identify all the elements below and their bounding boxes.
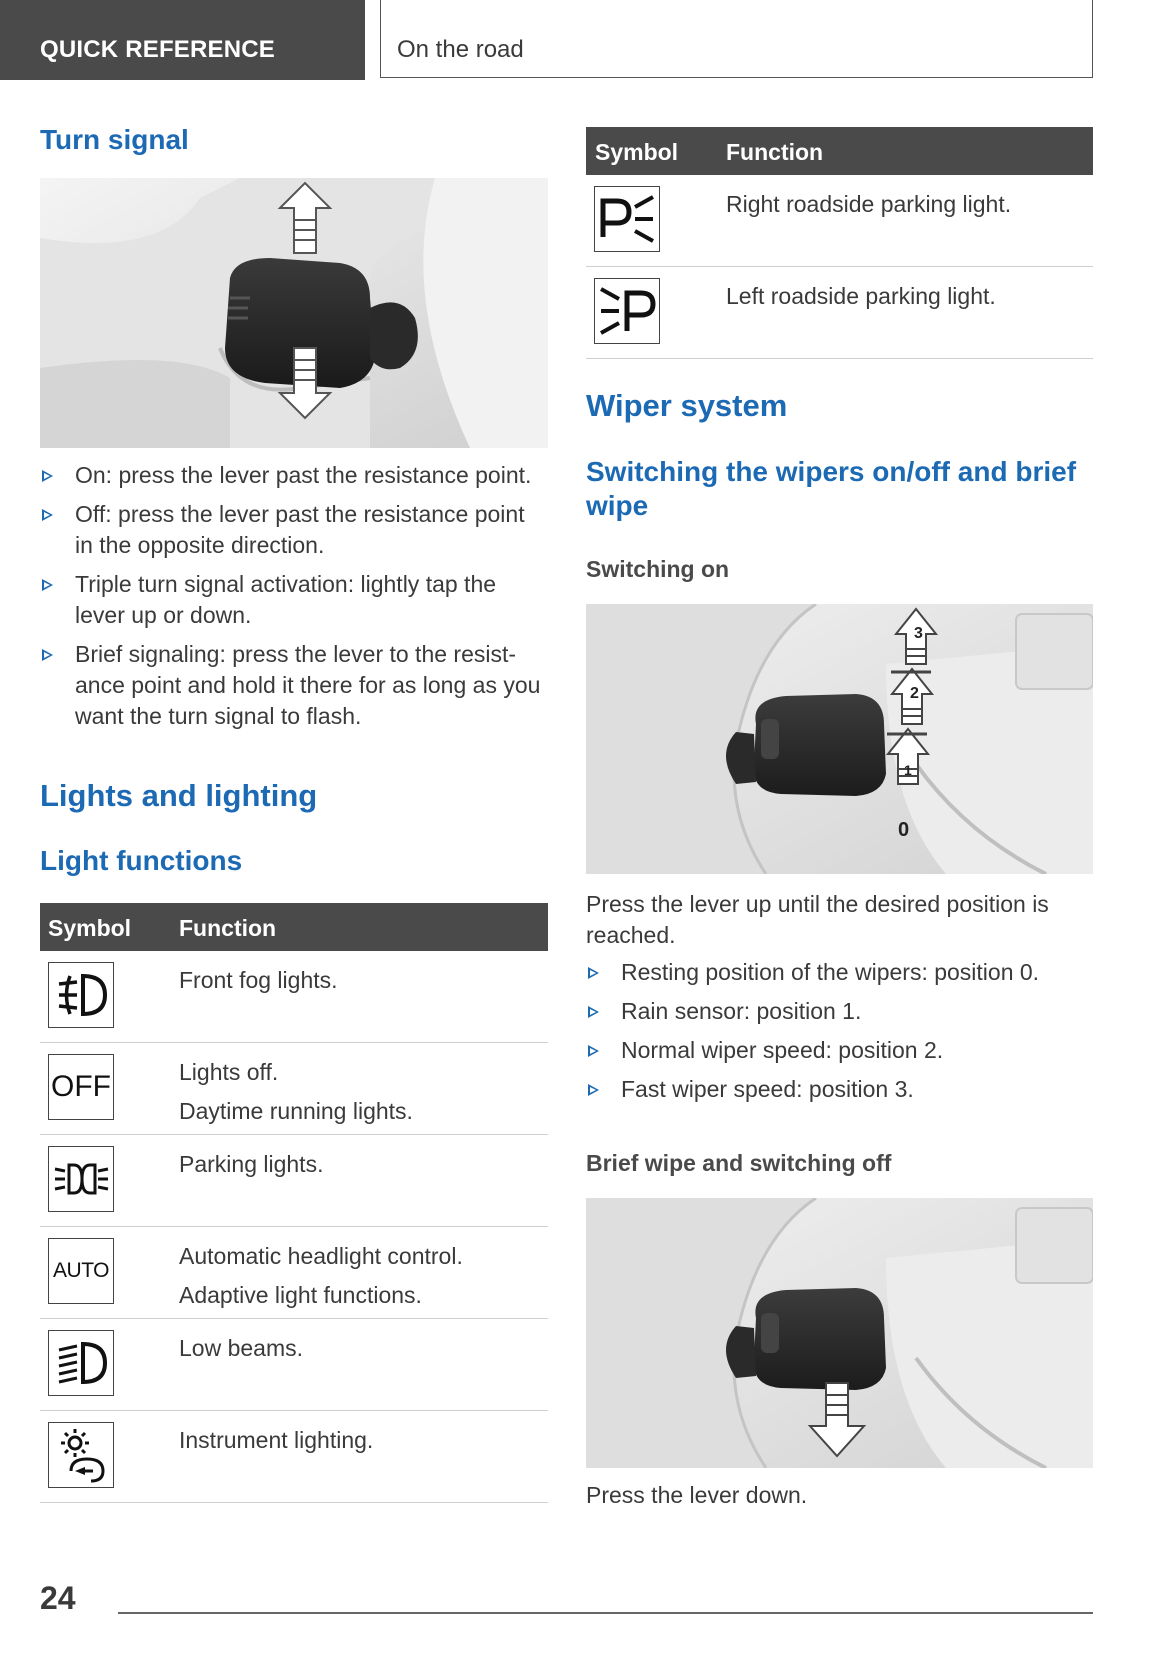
bullet-triangle-icon xyxy=(42,470,53,482)
footer-rule xyxy=(118,1612,1093,1614)
list-item: Normal wiper speed: position 2. xyxy=(586,1035,1093,1066)
wiper-brief-wipe-illustration xyxy=(586,1198,1093,1468)
wiper-switching-on-illustration xyxy=(586,604,1093,874)
bullet-triangle-icon xyxy=(588,1045,599,1057)
bullet-triangle-icon xyxy=(588,967,599,979)
table-row: Right roadside parking light. xyxy=(586,175,1093,267)
light-functions-table xyxy=(40,903,548,1503)
header-section-tab xyxy=(0,0,365,80)
table-row: Front fog lights. xyxy=(40,951,548,1043)
list-item: Off: press the lever past the resistance point in the opposite direction. xyxy=(40,499,548,561)
turn-signal-heading: Turn signal xyxy=(40,124,189,155)
light-functions-heading: Light functions xyxy=(40,845,243,876)
low-beam-icon xyxy=(48,1330,114,1396)
lights-heading: Lights and lighting xyxy=(40,778,318,813)
position-label: 1 xyxy=(904,762,912,778)
brief-wipe-caption: Press the lever down. xyxy=(586,1482,808,1508)
header-section-label: QUICK REFERENCE xyxy=(40,36,276,63)
wiper-system-heading: Wiper system xyxy=(586,388,788,423)
turn-signal-list xyxy=(40,460,548,732)
position-label: 0 xyxy=(898,819,910,841)
right-roadside-parking-icon xyxy=(594,186,660,252)
table-row: Instrument lighting. xyxy=(40,1411,548,1503)
wiper-switching-heading: Switching the wipers on/off and brief wipe xyxy=(586,456,1077,521)
header-chapter-box xyxy=(380,0,1093,78)
left-roadside-parking-icon xyxy=(594,278,660,344)
list-item: Rain sensor: position 1. xyxy=(586,996,1093,1027)
list-item: Fast wiper speed: position 3. xyxy=(586,1074,1093,1105)
position-label: 2 xyxy=(910,685,919,702)
table-row: OFF Lights off. Daytime running lights. xyxy=(40,1043,548,1135)
table-row: Parking lights. xyxy=(40,1135,548,1227)
lights-off-icon: OFF xyxy=(48,1054,114,1120)
bullet-triangle-icon xyxy=(42,509,53,521)
front-fog-light-icon xyxy=(48,962,114,1028)
page-number: 24 xyxy=(40,1580,76,1616)
bullet-triangle-icon xyxy=(588,1084,599,1096)
turn-signal-illustration xyxy=(40,178,548,448)
instrument-lighting-icon xyxy=(48,1422,114,1488)
parking-lights-icon xyxy=(48,1146,114,1212)
list-item: On: press the lever past the resistance point. xyxy=(40,460,548,491)
table-header: Symbol Function xyxy=(40,903,548,951)
list-item: Triple turn signal activation: lightly tap the lever up or down. xyxy=(40,569,548,631)
list-item: Brief signaling: press the lever to the resist-ance point and hold it there for as long as you want the turn signal to flash. xyxy=(40,639,548,732)
position-label: 3 xyxy=(914,625,923,642)
wiper-positions-list xyxy=(586,957,1093,1105)
switching-on-instruction: Press the lever up until the desired position is reached. xyxy=(586,891,1049,948)
switching-on-heading: Switching on xyxy=(586,556,730,582)
bullet-triangle-icon xyxy=(42,649,53,661)
roadside-parking-table xyxy=(586,127,1093,359)
table-row: Left roadside parking light. xyxy=(586,267,1093,359)
bullet-triangle-icon xyxy=(588,1006,599,1018)
table-header: Symbol Function xyxy=(586,127,1093,175)
brief-wipe-heading: Brief wipe and switching off xyxy=(586,1150,892,1176)
header-chapter-label: On the road xyxy=(397,36,524,63)
list-item: Resting position of the wipers: position 0. xyxy=(586,957,1093,988)
bullet-triangle-icon xyxy=(42,579,53,591)
table-row: Low beams. xyxy=(40,1319,548,1411)
auto-headlight-icon: AUTO xyxy=(48,1238,114,1304)
table-row: AUTO Automatic headlight control. Adaptive light functions. xyxy=(40,1227,548,1319)
